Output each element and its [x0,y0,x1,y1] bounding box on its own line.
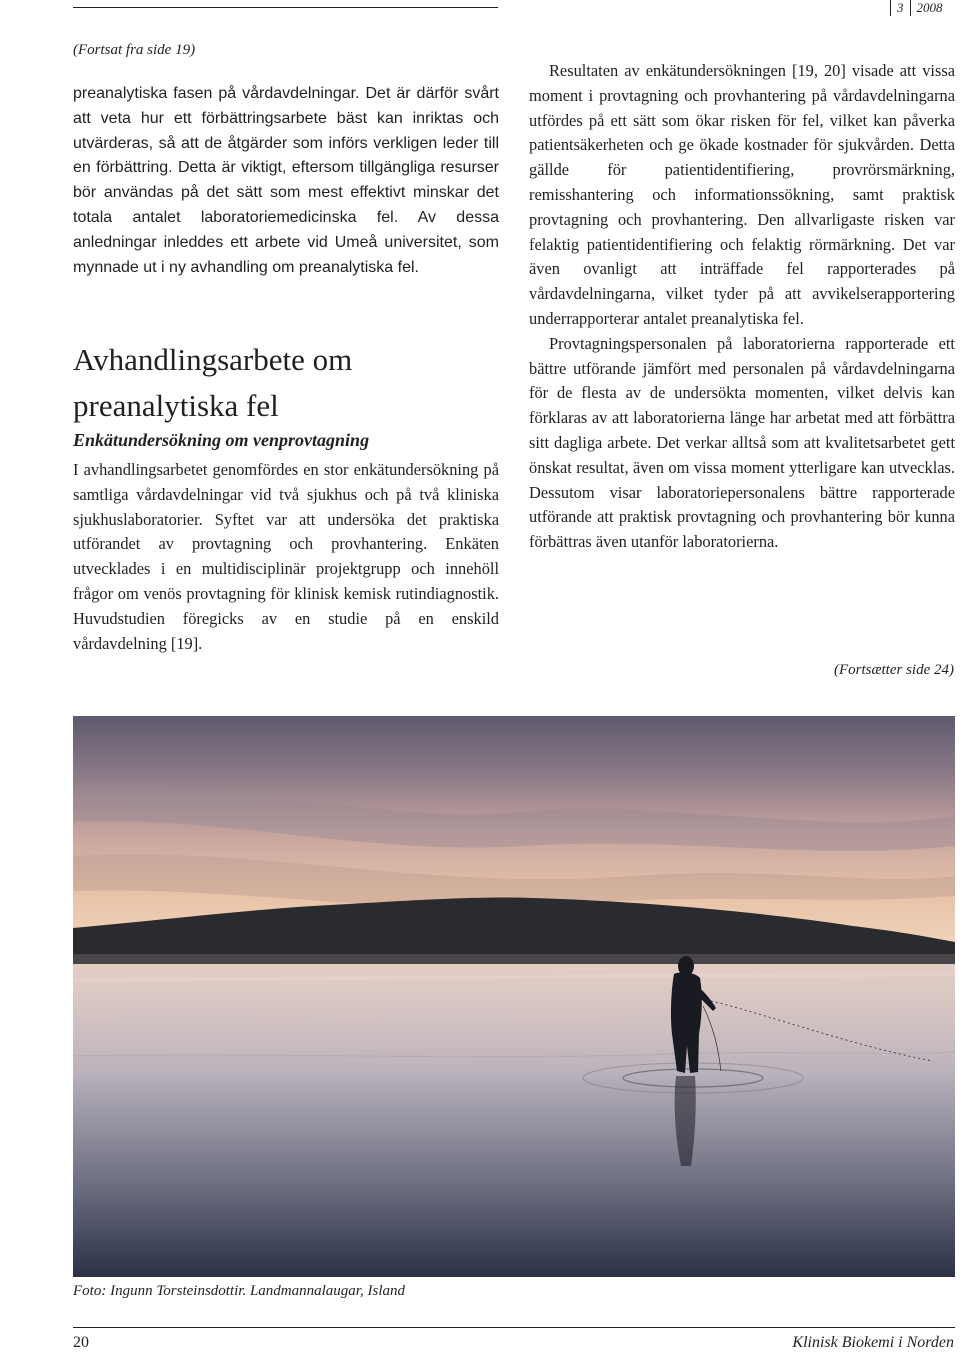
section-heading: Avhandlingsarbete om preanalytiska fel [73,342,353,423]
journal-name: Klinisk Biokemi i Norden [792,1334,954,1351]
continued-from-note: (Fortsat fra side 19) [73,42,196,58]
landscape-photo [73,716,955,1277]
footer-rule [73,1327,955,1328]
issue-marker [890,0,943,16]
left-intro-column [73,82,499,280]
body-paragraph: I avhandlingsarbetet genomfördes en stor enkätundersökning på samtliga vårdavdelningar vid två sjukhus och på två kliniska sjukhuslaboratorier. Syftet var att undersöka det praktiska utförandet av provtagning och provhantering. Enkäten utvecklades i en multidisciplinär projektgrupp och innehöll frågor om venös provtagning för klinisk kemisk rutindiagnostik. Huvudstudien föregicks av en studie på en enskild vårdavdelning [19]. [73,460,499,653]
results-paragraph: Resultaten av enkätundersökningen [19, 20] visade att vissa moment i provtagning och provhantering på vårdavdelningarna utfördes på ett sätt som ökar risken för fel, vilket kan påverka patientsäkerheten och ge ökade kostnader för sjukvården. Detta gällde för patientidentifiering, provrörsmärkning, remisshantering och informationssökning, samt praktisk provtagning och provhantering. Den allvarligaste risken var felaktig patientidentifiering och felaktig rörmärkning. Det var även ovanligt att inträffade fel rapporterades på vårdavdelningarna, vilket tyder på att avvikelserapportering underrapporterar antalet preanalytiska fel. [529,61,955,328]
header-rule [73,7,498,8]
staff-paragraph: Provtagningspersonalen på laboratorierna rapporterade ett bättre utförande jämfört med personalen på vårdavdelningarna för de flesta av de undersökta momenten, vilket delvis kan förklaras av att laboratorierna länge har arbetat med att förbättra sitt dagliga arbete. Det verkar alltså som att kvalitetsarbetet gett önskat resultat, även om vissa moment ytterligare kan utvecklas. Dessutom visar laboratoriepersonalens bättre rapporterade utförande att praktisk provtagning och provhantering bör kunna förbättras även utanför laboratorierna. [529,333,955,552]
page-number: 20 [73,1334,89,1351]
divider [910,0,911,16]
issue-year: 2008 [916,0,943,15]
left-body-column [73,458,499,656]
intro-paragraph: preanalytiska fasen på vårdavdelningar. Det är därför svårt att veta hur ett förbättringsarbete bäst kan inriktas och utvärderas, så att de åtgärder som införs verkligen leder till en förbättring. Detta är viktigt, eftersom tillgängliga resurser bör användas på det sätt som mest effektivt minskar det totala antalet laboratoriemedicinska fel. Av dessa anledningar inleddes ett arbete vid Umeå universitet, som mynnade ut i ny avhandling om preanalytiska fel. [73,85,499,276]
right-column [529,59,955,555]
subheading: Enkätundersökning om venprovtagning [73,430,370,450]
photo-caption: Foto: Ingunn Torsteinsdottir. Landmannalaugar, Island [73,1283,405,1299]
issue-number: 3 [897,0,904,15]
divider [890,0,891,16]
continued-to-note: (Fortsætter side 24) [834,662,954,678]
